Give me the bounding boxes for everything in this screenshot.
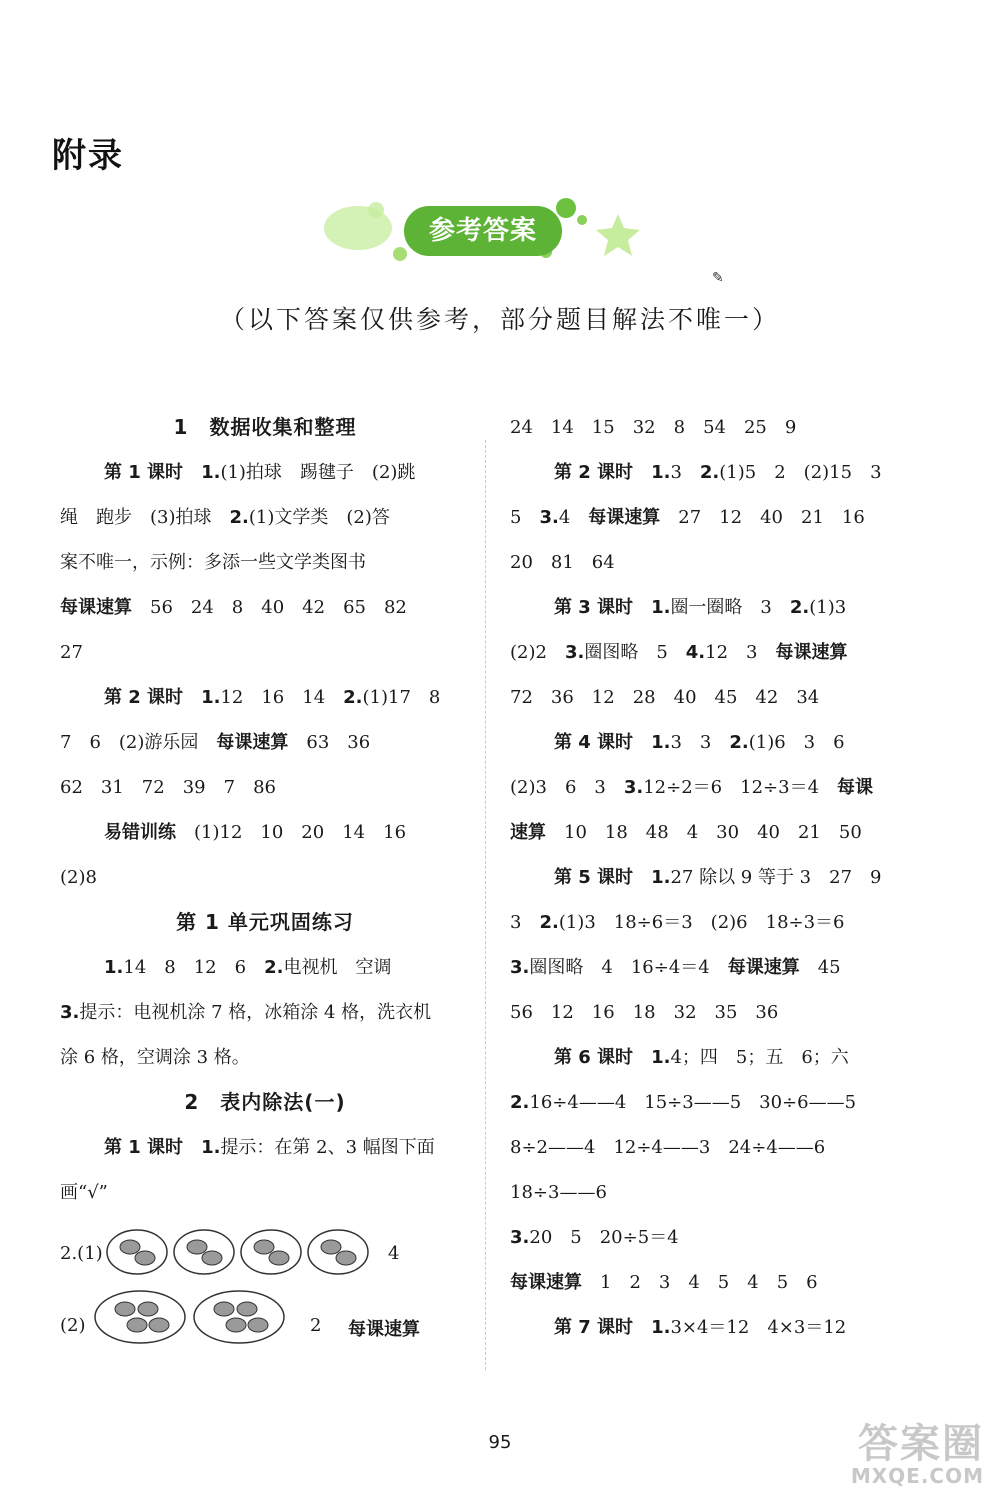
pencil-icon: ✎ <box>712 270 724 286</box>
figure-quick-calc: 每课速算 <box>348 1319 420 1340</box>
answer-line: 1.14 8 12 6 2.电视机 空调 <box>104 957 392 978</box>
answer-line: 绳 跑步 (3)拍球 2.(1)文学类 (2)答 <box>60 507 390 528</box>
answer-line: 每课速算 56 24 8 40 42 65 82 <box>60 597 407 618</box>
answer-line: 每课速算 1 2 3 4 5 4 5 6 <box>510 1272 818 1293</box>
answer-line: 7 6 (2)游乐园 每课速算 63 36 <box>60 732 371 753</box>
answer-line: (2)3 6 3 3.12÷2＝6 12÷3＝4 每课 <box>510 777 874 798</box>
egg-plates-icon <box>93 1289 293 1345</box>
figure-answer: 4 <box>388 1243 400 1264</box>
answer-line: 18÷3——6 <box>510 1182 607 1203</box>
answer-line: 案不唯一，示例：多添一些文学类图书 <box>60 552 366 573</box>
column-divider <box>485 440 486 1370</box>
answer-line: 第 6 课时 1.4；四 5；五 6；六 <box>554 1047 849 1068</box>
answer-line: 第 2 课时 1.3 2.(1)5 2 (2)15 3 <box>554 462 882 483</box>
answer-line: 20 81 64 <box>510 552 615 573</box>
answer-line: (2)8 <box>60 867 97 888</box>
answer-line: 8÷2——4 12÷4——3 24÷4——6 <box>510 1137 826 1158</box>
appendix-title: 附录 <box>52 136 124 176</box>
answer-line: 2.16÷4——4 15÷3——5 30÷6——5 <box>510 1092 857 1113</box>
figure-label: 2.(1) <box>60 1243 103 1264</box>
answer-line: 62 31 72 39 7 86 <box>60 777 276 798</box>
answer-line: 画“√” <box>60 1182 108 1203</box>
answer-banner <box>318 196 648 276</box>
page-number: 95 <box>488 1432 512 1453</box>
review-title: 第 1 单元巩固练习 <box>176 910 354 934</box>
figure-answer: 2 <box>310 1315 322 1336</box>
answer-line: 56 12 16 18 32 35 36 <box>510 1002 779 1023</box>
answer-line: 第 1 课时 1.(1)拍球 踢毽子 (2)跳 <box>104 462 416 483</box>
watermark-url: MXQE.COM <box>850 1464 984 1488</box>
answer-line: 5 3.4 每课速算 27 12 40 21 16 <box>510 507 865 528</box>
answer-line: 第 3 课时 1.圈一圈略 3 2.(1)3 <box>554 597 847 618</box>
answer-line: 第 5 课时 1.27 除以 9 等于 3 27 9 <box>554 867 882 888</box>
answer-line: 涂 6 格，空调涂 3 格。 <box>60 1047 250 1068</box>
unit1-title: 1 数据收集和整理 <box>173 415 357 439</box>
answer-line: 3.提示：电视机涂 7 格，冰箱涂 4 格，洗衣机 <box>60 1002 432 1023</box>
watermark-main: 答案圈 <box>858 1421 984 1467</box>
egg-figure-1 <box>60 1227 470 1277</box>
left-column <box>60 405 470 1353</box>
answer-line: 速算 10 18 48 4 30 40 21 50 <box>510 822 862 843</box>
answer-line: 易错训练 (1)12 10 20 14 16 <box>104 822 407 843</box>
subtitle: （以下答案仅供参考，部分题目解法不唯一） <box>219 305 780 334</box>
answer-line: 第 4 课时 1.3 3 2.(1)6 3 6 <box>554 732 845 753</box>
egg-plates-icon <box>105 1227 375 1277</box>
answer-line: 24 14 15 32 8 54 25 9 <box>510 417 797 438</box>
unit2-title: 2 表内除法(一) <box>184 1090 346 1114</box>
answer-line: 第 7 课时 1.3×4＝12 4×3＝12 <box>554 1317 847 1338</box>
answer-line: (2)2 3.圈图略 5 4.12 3 每课速算 <box>510 642 848 663</box>
answer-line: 3.圈图略 4 16÷4＝4 每课速算 45 <box>510 957 841 978</box>
figure-label: (2) <box>60 1315 86 1336</box>
answer-line: 27 <box>60 642 83 663</box>
answer-line: 第 1 课时 1.提示：在第 2、3 幅图下面 <box>104 1137 435 1158</box>
watermark-logo <box>800 1412 990 1492</box>
answer-line: 3 2.(1)3 18÷6＝3 (2)6 18÷3＝6 <box>510 912 845 933</box>
answer-line: 3.20 5 20÷5＝4 <box>510 1227 679 1248</box>
egg-figure-2 <box>60 1289 470 1345</box>
answer-line: 72 36 12 28 40 45 42 34 <box>510 687 820 708</box>
right-column <box>510 405 925 1350</box>
banner-title: 参考答案 <box>428 216 537 246</box>
answer-line: 第 2 课时 1.12 16 14 2.(1)17 8 <box>104 687 441 708</box>
